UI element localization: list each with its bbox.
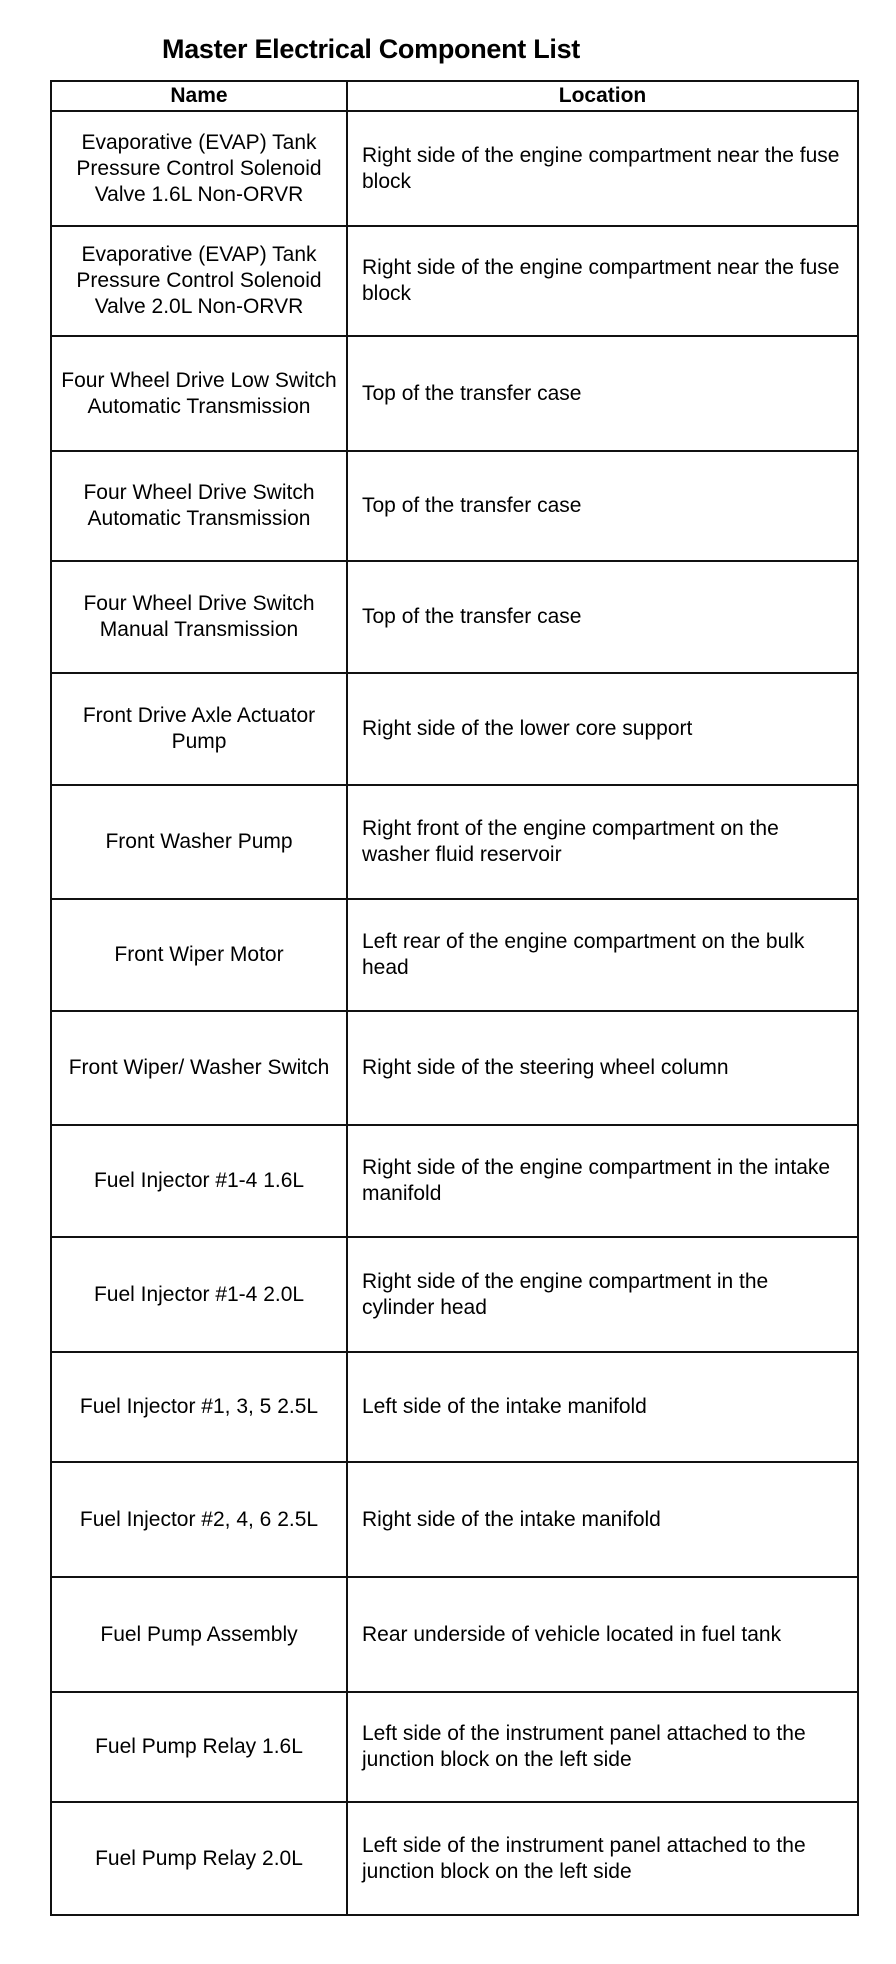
component-name: Evaporative (EVAP) Tank Pressure Control Solenoid Valve 2.0L Non-ORVR [51, 226, 347, 336]
table-row [51, 1577, 858, 1692]
table-row [51, 336, 858, 451]
component-location: Right front of the engine compartment on the washer fluid reservoir [347, 785, 858, 899]
component-name: Front Washer Pump [51, 785, 347, 899]
component-location: Top of the transfer case [347, 451, 858, 561]
table-row [51, 899, 858, 1011]
component-name: Front Wiper/ Washer Switch [51, 1011, 347, 1125]
component-location: Left side of the instrument panel attached to the junction block on the left side [347, 1692, 858, 1802]
table-row [51, 1462, 858, 1577]
component-name: Evaporative (EVAP) Tank Pressure Control Solenoid Valve 1.6L Non-ORVR [51, 111, 347, 226]
table-row [51, 451, 858, 561]
component-location: Right side of the engine compartment in the intake manifold [347, 1125, 858, 1237]
component-location: Right side of the intake manifold [347, 1462, 858, 1577]
table-row [51, 111, 858, 226]
component-name: Fuel Injector #2, 4, 6 2.5L [51, 1462, 347, 1577]
component-name: Fuel Injector #1, 3, 5 2.5L [51, 1352, 347, 1462]
component-location: Left side of the instrument panel attached to the junction block on the left side [347, 1802, 858, 1915]
component-table [50, 80, 859, 1916]
component-name: Fuel Injector #1-4 1.6L [51, 1125, 347, 1237]
component-location: Left rear of the engine compartment on the bulk head [347, 899, 858, 1011]
page-title: Master Electrical Component List [162, 34, 580, 64]
column-header-name: Name [51, 81, 347, 111]
component-location: Right side of the engine compartment near the fuse block [347, 226, 858, 336]
table-row [51, 1011, 858, 1125]
component-name: Fuel Injector #1-4 2.0L [51, 1237, 347, 1352]
table-row [51, 1237, 858, 1352]
table-row [51, 1692, 858, 1802]
table-row [51, 673, 858, 785]
table-row [51, 1802, 858, 1915]
component-name: Fuel Pump Assembly [51, 1577, 347, 1692]
component-location: Top of the transfer case [347, 561, 858, 673]
component-location: Right side of the steering wheel column [347, 1011, 858, 1125]
component-location: Left side of the intake manifold [347, 1352, 858, 1462]
component-location: Right side of the engine compartment near the fuse block [347, 111, 858, 226]
component-name: Fuel Pump Relay 1.6L [51, 1692, 347, 1802]
column-header-location: Location [347, 81, 858, 111]
component-location: Top of the transfer case [347, 336, 858, 451]
component-location: Right side of the lower core support [347, 673, 858, 785]
table-row [51, 785, 858, 899]
table-row [51, 1352, 858, 1462]
table-row [51, 1125, 858, 1237]
component-location: Right side of the engine compartment in the cylinder head [347, 1237, 858, 1352]
component-location: Rear underside of vehicle located in fuel tank [347, 1577, 858, 1692]
header-row [51, 81, 858, 111]
table-row [51, 226, 858, 336]
table-row [51, 561, 858, 673]
component-name: Front Drive Axle Actuator Pump [51, 673, 347, 785]
component-name: Four Wheel Drive Switch Manual Transmission [51, 561, 347, 673]
component-name: Four Wheel Drive Low Switch Automatic Transmission [51, 336, 347, 451]
component-name: Front Wiper Motor [51, 899, 347, 1011]
component-name: Fuel Pump Relay 2.0L [51, 1802, 347, 1915]
component-name: Four Wheel Drive Switch Automatic Transmission [51, 451, 347, 561]
